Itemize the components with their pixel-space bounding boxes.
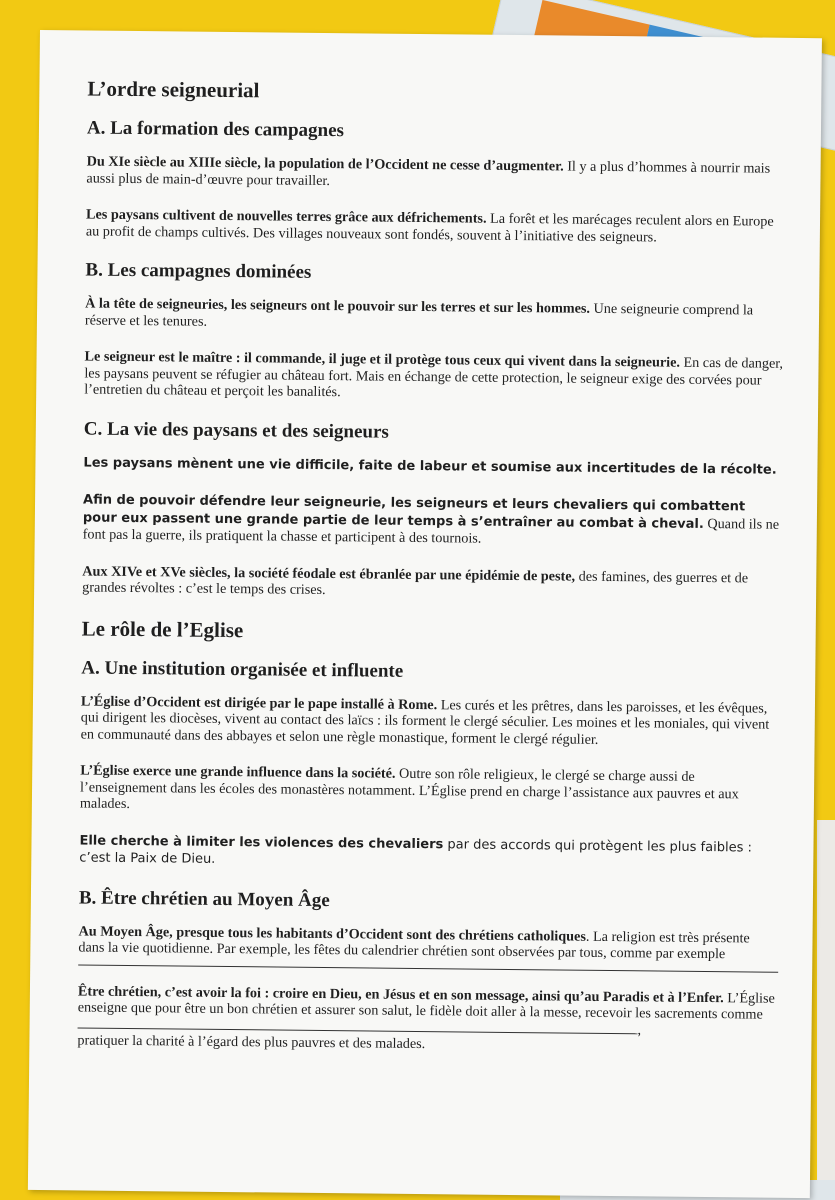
bold-text: Les paysans cultivent de nouvelles terres grâce aux défrichements. xyxy=(85,206,487,227)
bold-text: Au Moyen Âge, presque tous les habitants d’Occident sont des chrétiens catholiques xyxy=(78,922,586,945)
bold-text: Être chrétien, c’est avoir la foi : croire en Dieu, en Jésus et en son message, ainsi qu’au Paradis et à l’Enfer. xyxy=(77,982,724,1006)
text: Quand ils ne font pas la guerre, ils pratiquent la chasse et participent à des tournois. xyxy=(82,515,780,547)
section-2a-paragraph-1 xyxy=(81,693,781,750)
section-2a-paragraph-3 xyxy=(79,832,779,874)
section-2b-paragraph-1 xyxy=(78,923,778,963)
section-1-title: L’ordre seigneurial xyxy=(87,76,260,103)
text: par des accords qui protègent les plus faibles : c’est la Paix de Dieu. xyxy=(79,836,752,867)
section-2a-title: A. Une institution organisée et influente xyxy=(81,656,404,682)
text: Il y a plus d’hommes à nourrir mais aussi plus de main-d’œuvre pour travailler. xyxy=(86,158,771,189)
bold-text: Aux XIVe et XVe siècles, la société féodale est ébranlée par une épidémie de peste, xyxy=(82,562,576,585)
section-2a-paragraph-2 xyxy=(80,762,780,819)
text: La forêt et les marécages reculent alors en Europe au profit de champs cultivés. Des villages nouveaux sont fondés, souvent à l’initiative des seigneurs. xyxy=(85,210,774,245)
text: , xyxy=(637,1021,642,1038)
section-1b-paragraph-2 xyxy=(84,348,784,405)
bold-text: Les paysans mènent une vie difficile, faite de labeur et soumise aux incertitudes de la récolte. xyxy=(83,454,777,478)
text: En cas de danger, les paysans peuvent se réfugier au château fort. Mais en échange de cette protection, le seigneur exige des corvées pour l’entretien du château et perçoit les banalités. xyxy=(84,354,784,401)
bold-text: Du XIe siècle au XIIIe siècle, la population de l’Occident ne cesse d’augmenter. xyxy=(86,153,564,175)
section-1a-title: A. La formation des campagnes xyxy=(86,117,345,142)
bold-text: L’Église d’Occident est dirigée par le pape installé à Rome. xyxy=(80,692,438,713)
section-1a-paragraph-2 xyxy=(86,206,786,246)
section-1b-paragraph-1 xyxy=(85,295,785,335)
text: Une seigneurie comprend la réserve et les tenures. xyxy=(84,300,754,330)
text: des famines, des guerres et de grandes révoltes : c’est le temps des crises. xyxy=(82,568,749,599)
worksheet-content xyxy=(77,77,787,1077)
section-2b-paragraph-2-end: pratiquer la charité à l’égard des plus pauvres et des malades. xyxy=(77,1032,426,1053)
bold-text: Afin de pouvoir défendre leur seigneurie, les seigneurs et leurs chevaliers qui combattent pour eux passent une grande partie de leur temps à s’entraîner au combat à cheval. xyxy=(82,492,746,532)
section-2-title: Le rôle de l’Eglise xyxy=(81,615,244,642)
bold-text: Le seigneur est le maître : il commande, il juge et il protège tous ceux qui vivent dans la seigneurie. xyxy=(84,348,681,371)
section-1b-title: B. Les campagnes dominées xyxy=(85,259,312,283)
bold-text: À la tête de seigneuries, les seigneurs ont le pouvoir sur les terres et sur les hommes. xyxy=(85,295,591,317)
bold-text: L’Église exerce une grande influence dans la société. xyxy=(80,762,396,782)
section-2b-paragraph-2 xyxy=(78,983,778,1040)
text: . La religion est très présente dans la vie quotidienne. Par exemple, les fêtes du calendrier chrétien sont observées par tous, comme par exemple xyxy=(78,928,750,963)
section-1c-title: C. La vie des paysans et des seigneurs xyxy=(83,417,390,443)
text: L’Église enseigne que pour être un bon chrétien et assurer son salut, le fidèle doit aller à la messe, recevoir les sacrements comme xyxy=(77,989,775,1023)
section-1c-paragraph-3 xyxy=(82,563,782,603)
text: Outre son rôle religieux, le clergé se charge aussi de l’enseignement dans les écoles des monastères notamment. L’Église prend en charge l’assistance aux pauvres et aux malades. xyxy=(79,765,739,812)
section-1a-paragraph-1 xyxy=(86,153,786,193)
text: Les curés et les prêtres, dans les paroisses, et les évêques, qui dirigent les diocèses, vivent au contact des laïcs : ils forment le clergé séculier. Les moines et les moniales, qui vivent en communauté dans des abbayes et selon une règle monastique, forment le clergé régulier. xyxy=(80,696,770,748)
bold-text: Elle cherche à limiter les violences des chevaliers xyxy=(79,832,444,852)
worksheet-paper xyxy=(28,30,822,1198)
background-binder-edge xyxy=(817,820,835,1190)
section-1c-paragraph-2 xyxy=(83,491,784,550)
section-1c-paragraph-1 xyxy=(83,454,783,479)
section-2b-title: B. Être chrétien au Moyen Âge xyxy=(78,886,330,911)
